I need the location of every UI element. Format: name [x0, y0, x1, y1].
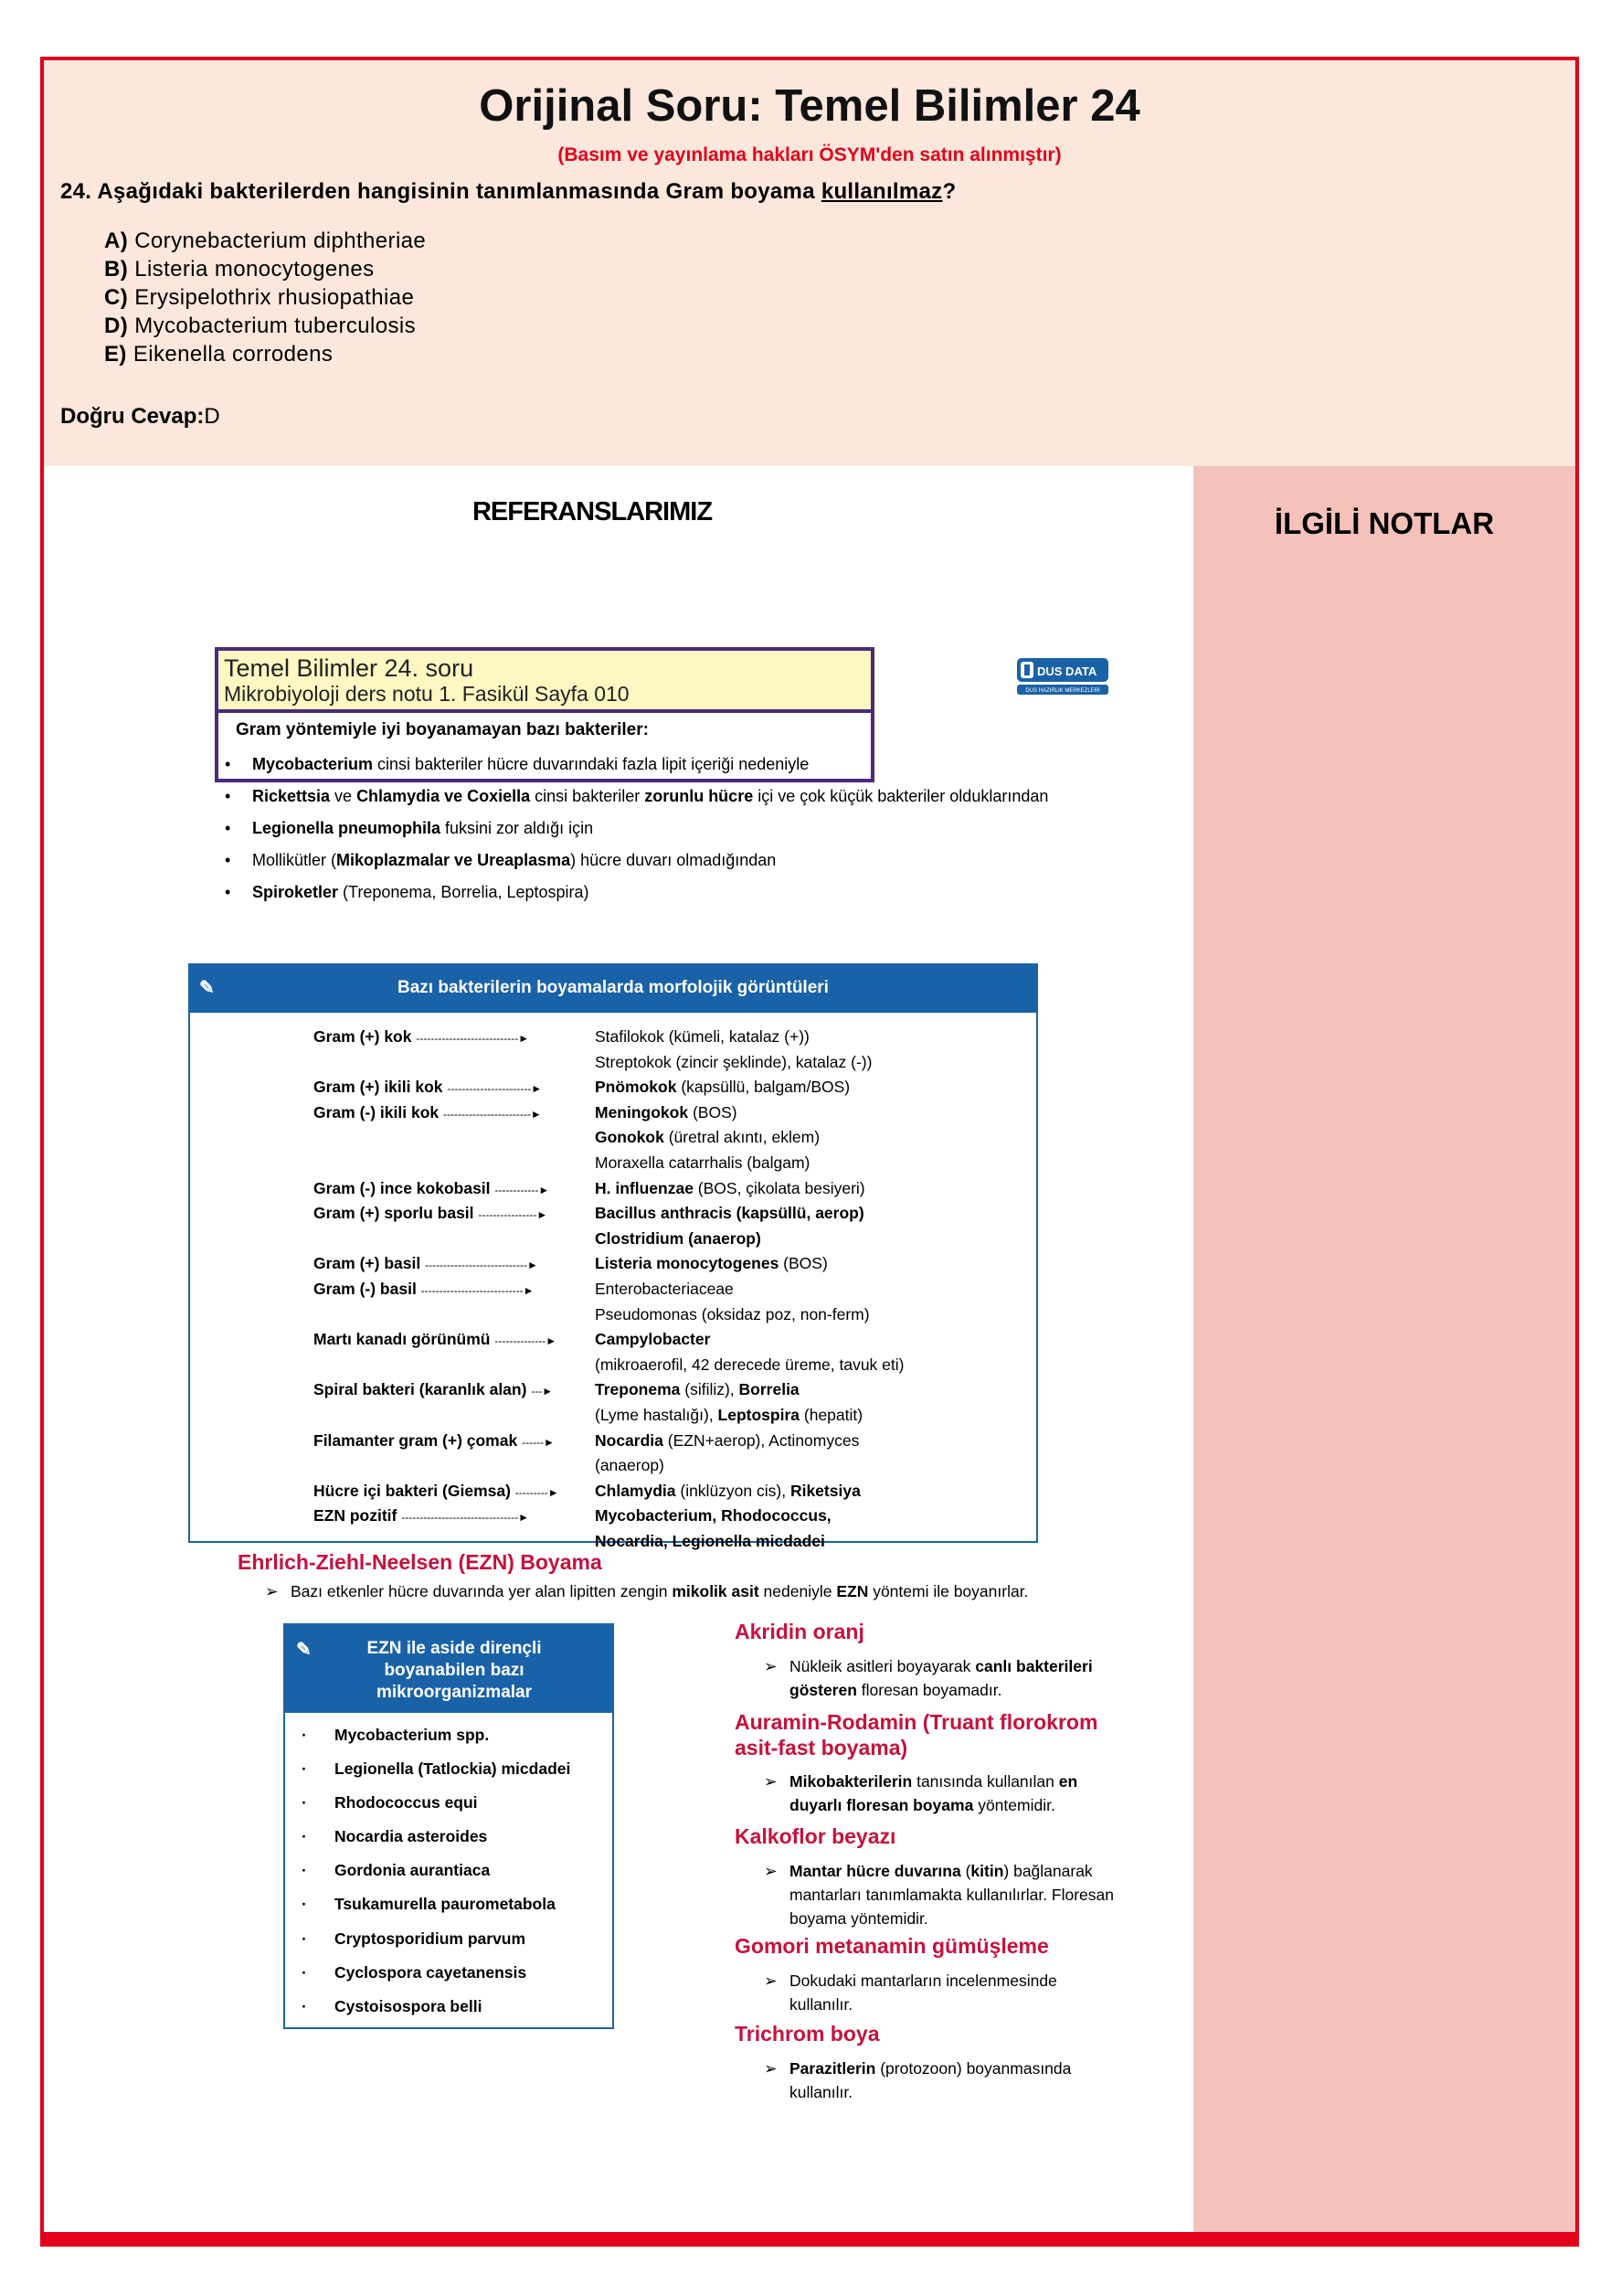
ezn-box-header: ✎ EZN ile aside dirençli boyanabilen bazı mikroorganizmalar [285, 1625, 612, 1713]
morph-row-right: (Lyme hastalığı), Leptospira (hepatit) [595, 1406, 863, 1424]
ezn-organism: · Tsukamurella paurometabola [302, 1895, 556, 1914]
morph-row-left: Gram (+) sporlu basil ----------------► [313, 1204, 548, 1223]
morph-row-right: Mycobacterium, Rhodococcus, [595, 1506, 832, 1525]
morph-row-right: (mikroaerofil, 42 derecede üreme, tavuk eti) [595, 1355, 905, 1374]
ezn-description: ➢ Bazı etkenler hücre duvarında yer alan lipitten zengin mikolik asit nedeniyle EZN yöntemi ile boyanırlar. [291, 1579, 1113, 1603]
eye-icon: ✎ [296, 1640, 312, 1660]
morph-row-right: Chlamydia (inklüzyon cis), Riketsiya [595, 1481, 861, 1500]
reference-page [172, 645, 1122, 2126]
morph-row-left: Gram (-) ince kokobasil ------------► [313, 1178, 550, 1197]
page-frame [40, 57, 1579, 2241]
notes-title: İLGİLİ NOTLAR [1274, 506, 1495, 540]
ezn-organism: · Mycobacterium spp. [302, 1726, 489, 1745]
kalkoflor-title: Kalkoflor beyazı [735, 1824, 896, 1848]
morph-row-left: Gram (+) kok ----------------------------► [313, 1027, 530, 1046]
source-line-1: Temel Bilimler 24. soru [224, 654, 474, 682]
ezn-organism: · Nocardia asteroides [302, 1827, 487, 1846]
ezn-title: Ehrlich-Ziehl-Neelsen (EZN) Boyama [238, 1550, 602, 1574]
morph-row-right: Gonokok (üretral akıntı, eklem) [595, 1128, 821, 1147]
morph-row-left: Gram (+) ikili kok -----------------------► [313, 1078, 543, 1097]
ezn-organism: · Cystoisospora belli [302, 1997, 482, 2016]
correct-answer: Doğru Cevap:D [60, 404, 220, 429]
source-line-2: Mikrobiyoloji ders notu 1. Fasikül Sayfa 010 [224, 682, 630, 706]
morph-row-left: Gram (-) ikili kok ------------------------► [313, 1102, 542, 1121]
auramin-text: ➢ Mikobakterilerin tanısında kullanılan en duyarlı floresan boyama yöntemidir. [789, 1770, 1118, 1817]
morph-row-right: Stafilokok (kümeli, katalaz (+)) [595, 1027, 810, 1046]
option-b: B) Listeria monocytogenes [104, 257, 375, 282]
morph-row-right: Moraxella catarrhalis (balgam) [595, 1153, 810, 1172]
ezn-organism: · Legionella (Tatlockia) micdadei [302, 1759, 570, 1779]
akridin-text: ➢ Nükleik asitleri boyayarak canlı bakterileri gösteren floresan boyamadır. [789, 1654, 1118, 1702]
morph-row-left: Martı kanadı görünümü --------------► [313, 1330, 557, 1349]
option-c: C) Erysipelothrix rhusiopathiae [104, 285, 415, 310]
trichrom-title: Trichrom boya [735, 2022, 880, 2046]
morph-row-left: Filamanter gram (+) çomak ------► [313, 1430, 555, 1450]
source-box [215, 647, 874, 713]
rights-notice: (Basım ve yayınlama hakları ÖSYM'den satın alınmıştır) [557, 144, 1062, 165]
morph-row-right: Clostridium (anaerop) [595, 1228, 761, 1248]
option-d: D) Mycobacterium tuberculosis [104, 314, 417, 338]
gram-heading: Gram yöntemiyle iyi boyanamayan bazı bakteriler: [236, 720, 649, 739]
logo-text: DUS DATA [1037, 664, 1097, 678]
gomori-text: ➢ Dokudaki mantarların incelenmesinde kullanılır. [789, 1969, 1118, 2016]
notes-column [1193, 466, 1575, 2234]
trichrom-text: ➢ Parazitlerin (protozoon) boyanmasında kullanılır. [789, 2057, 1118, 2104]
morph-row-left: Gram (-) basil ----------------------------► [313, 1280, 535, 1298]
morph-row-right: H. influenzae (BOS, çikolata besiyeri) [595, 1178, 865, 1197]
morph-row-right: Streptokok (zincir şeklinde), katalaz (-)) [595, 1052, 873, 1071]
morph-row-right: Nocardia (EZN+aerop), Actinomyces [595, 1430, 860, 1450]
options-list [104, 227, 426, 368]
gomori-title: Gomori metanamin gümüşleme [735, 1934, 1049, 1958]
bullet-item: • Mollikütler (Mikoplazmalar ve Ureaplasma) hücre duvarı olmadığından [227, 851, 776, 870]
morph-row-right: Bacillus anthracis (kapsüllü, aerop) [595, 1204, 864, 1223]
morph-row-left: Hücre içi bakteri (Giemsa) ---------► [313, 1481, 559, 1500]
page-title: Orijinal Soru: Temel Bilimler 24 [479, 81, 1140, 131]
bullet-item: • Mycobacterium cinsi bakteriler hücre duvarındaki fazla lipit içeriği nedeniyle [227, 755, 809, 774]
morph-row-right: Nocardia, Legionella micdadei [595, 1532, 825, 1550]
ezn-organisms-box [283, 1623, 614, 2029]
ezn-organism: · Gordonia aurantiaca [302, 1861, 490, 1880]
kalkoflor-text: ➢ Mantar hücre duvarına (kitin) bağlanarak mantarları tanımlamakta kullanılırlar. Floresan boyama yöntemidir. [789, 1859, 1118, 1930]
question-header [44, 60, 1575, 466]
bullet-item: • Spiroketler (Treponema, Borrelia, Leptospira) [227, 883, 589, 902]
ezn-organism: · Cryptosporidium parvum [302, 1929, 525, 1949]
morph-row-left: EZN pozitif --------------------------------► [313, 1506, 529, 1525]
question-text: 24. Aşağıdaki bakterilerden hangisinin tanımlanmasında Gram boyama kullanılmaz? [60, 179, 957, 204]
option-a: A) Corynebacterium diphtheriae [104, 229, 427, 253]
dusdata-logo-icon [1017, 654, 1108, 698]
akridin-title: Akridin oranj [735, 1620, 864, 1643]
references-title: REFERANSLARIMIZ [471, 497, 713, 526]
morph-row-right: (anaerop) [595, 1456, 664, 1475]
auramin-title: Auramin-Rodamin (Truant florokrom asit-fast boyama) [735, 1710, 1098, 1759]
eye-icon: ✎ [199, 978, 215, 998]
morph-row-right: Meningokok (BOS) [595, 1102, 737, 1121]
morph-row-right: Listeria monocytogenes (BOS) [595, 1254, 828, 1273]
morphology-header: ✎ Bazı bakterilerin boyamalarda morfolojik görüntüleri [188, 963, 1038, 1013]
bullet-item: • Legionella pneumophila fuksini zor aldığı için [227, 819, 593, 838]
option-e: E) Eikenella corrodens [104, 342, 334, 367]
morph-row-left: Spiral bakteri (karanlık alan) ---► [313, 1380, 554, 1399]
morph-row-right: Pnömokok (kapsüllü, balgam/BOS) [595, 1078, 851, 1097]
morph-row-left: Gram (+) basil ----------------------------► [313, 1254, 538, 1273]
ezn-organism: · Cyclospora cayetanensis [302, 1963, 526, 1982]
morph-row-right: Campylobacter [595, 1330, 711, 1349]
morph-row-right: Treponema (sifiliz), Borrelia [595, 1380, 800, 1399]
bullet-item: • Rickettsia ve Chlamydia ve Coxiella cinsi bakteriler zorunlu hücre içi ve çok küçük bakteriler olduklarından [227, 787, 1048, 806]
ezn-organism: · Rhodococcus equi [302, 1793, 478, 1812]
morph-row-right: Enterobacteriaceae [595, 1280, 734, 1298]
morph-row-right: Pseudomonas (oksidaz poz, non-ferm) [595, 1304, 870, 1323]
bottom-bar [40, 2232, 1579, 2247]
logo-subtext: DUS HAZIRLIK MERKEZLERİ [1025, 688, 1100, 694]
